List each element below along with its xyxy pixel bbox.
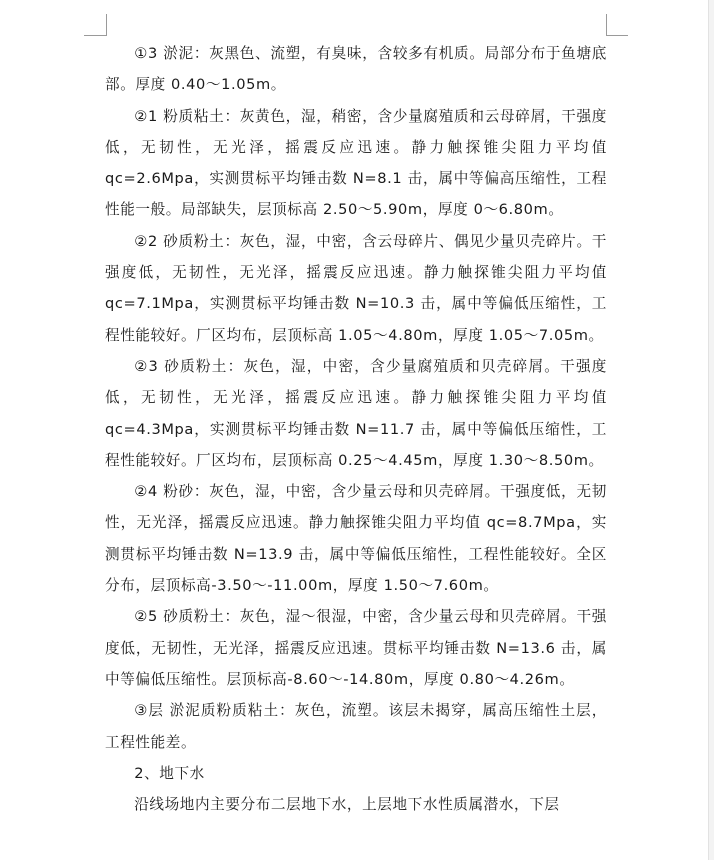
paragraph-groundwater: 沿线场地内主要分布二层地下水，上层地下水性质属潜水，下层 [134,796,560,814]
section-heading-groundwater: 2、地下水 [134,764,205,782]
paragraph-sandy-silt-2-2: ②2 砂质粉土：灰色，湿，中密，含云母碎片、偶见少量贝壳碎片。干强度低，无韧性，无光泽，摇震反应迅速。静力触探锥尖阻力平均值 qc=7.1Mpa，实测贯标平均锤击数 N=10.3 击，属中等偏低压缩性，工程性能较好。厂区均布，层顶标高 1.05～4.80m，厚度 1.05～7.05m。 [105,232,607,344]
paragraph-silty-sand: ②4 粉砂：灰色，湿，中密，含少量云母和贝壳碎屑。干强度低，无韧性，无光泽，摇震反应迅速。静力触探锥尖阻力平均值 qc=8.7Mpa，实测贯标平均锤击数 N=13.9 击，属中等偏低压缩性，工程性能较好。全区分布，层顶标高-3.50～-11.00m，厚度 1.50～7.60m。 [105,483,607,595]
paragraph-sandy-silt-2-5: ②5 砂质粉土：灰色，湿～很湿，中密，含少量云母和贝壳碎屑。干强度低，无韧性，无光泽，摇震反应迅速。贯标平均锤击数 N=13.6 击，属中等偏低压缩性。层顶标高-8.60～-14.80m，厚度 0.80～4.26m。 [105,608,607,688]
paragraph-sandy-silt-2-3: ②3 砂质粉土：灰色，湿，中密，含少量腐殖质和贝壳碎屑。干强度低，无韧性，无光泽，摇震反应迅速。静力触探锥尖阻力平均值 qc=4.3Mpa，实测贯标平均锤击数 N=11.7 击，属中等偏低压缩性，工程性能较好。厂区均布，层顶标高 0.25～4.45m，厚度 1.30～8.50m。 [105,357,607,469]
paragraph-silty-clay: ②1 粉质粘土：灰黄色，湿，稍密，含少量腐殖质和云母碎屑，干强度低，无韧性，无光泽，摇震反应迅速。静力触探锥尖阻力平均值 qc=2.6Mpa，实测贯标平均锤击数 N=8.1 击，属中等偏高压缩性，工程性能一般。局部缺失，层顶标高 2.50～5.90m，厚度 0～6.80m。 [105,107,607,219]
crop-mark-top-left [84,35,106,36]
paragraph-silt: ①3 淤泥：灰黑色、流塑，有臭味，含较多有机质。局部分布于鱼塘底部。厚度 0.40～1.05m。 [105,45,607,94]
crop-mark-top-left [106,14,107,36]
page-scroll-edge [708,0,714,860]
paragraph-mucky-clay: ③层 淤泥质粉质粘土：灰色，流塑。该层未揭穿，属高压缩性土层，工程性能差。 [105,702,607,751]
document-body [105,38,607,820]
crop-mark-top-right [606,14,607,36]
crop-mark-top-right [606,35,628,36]
